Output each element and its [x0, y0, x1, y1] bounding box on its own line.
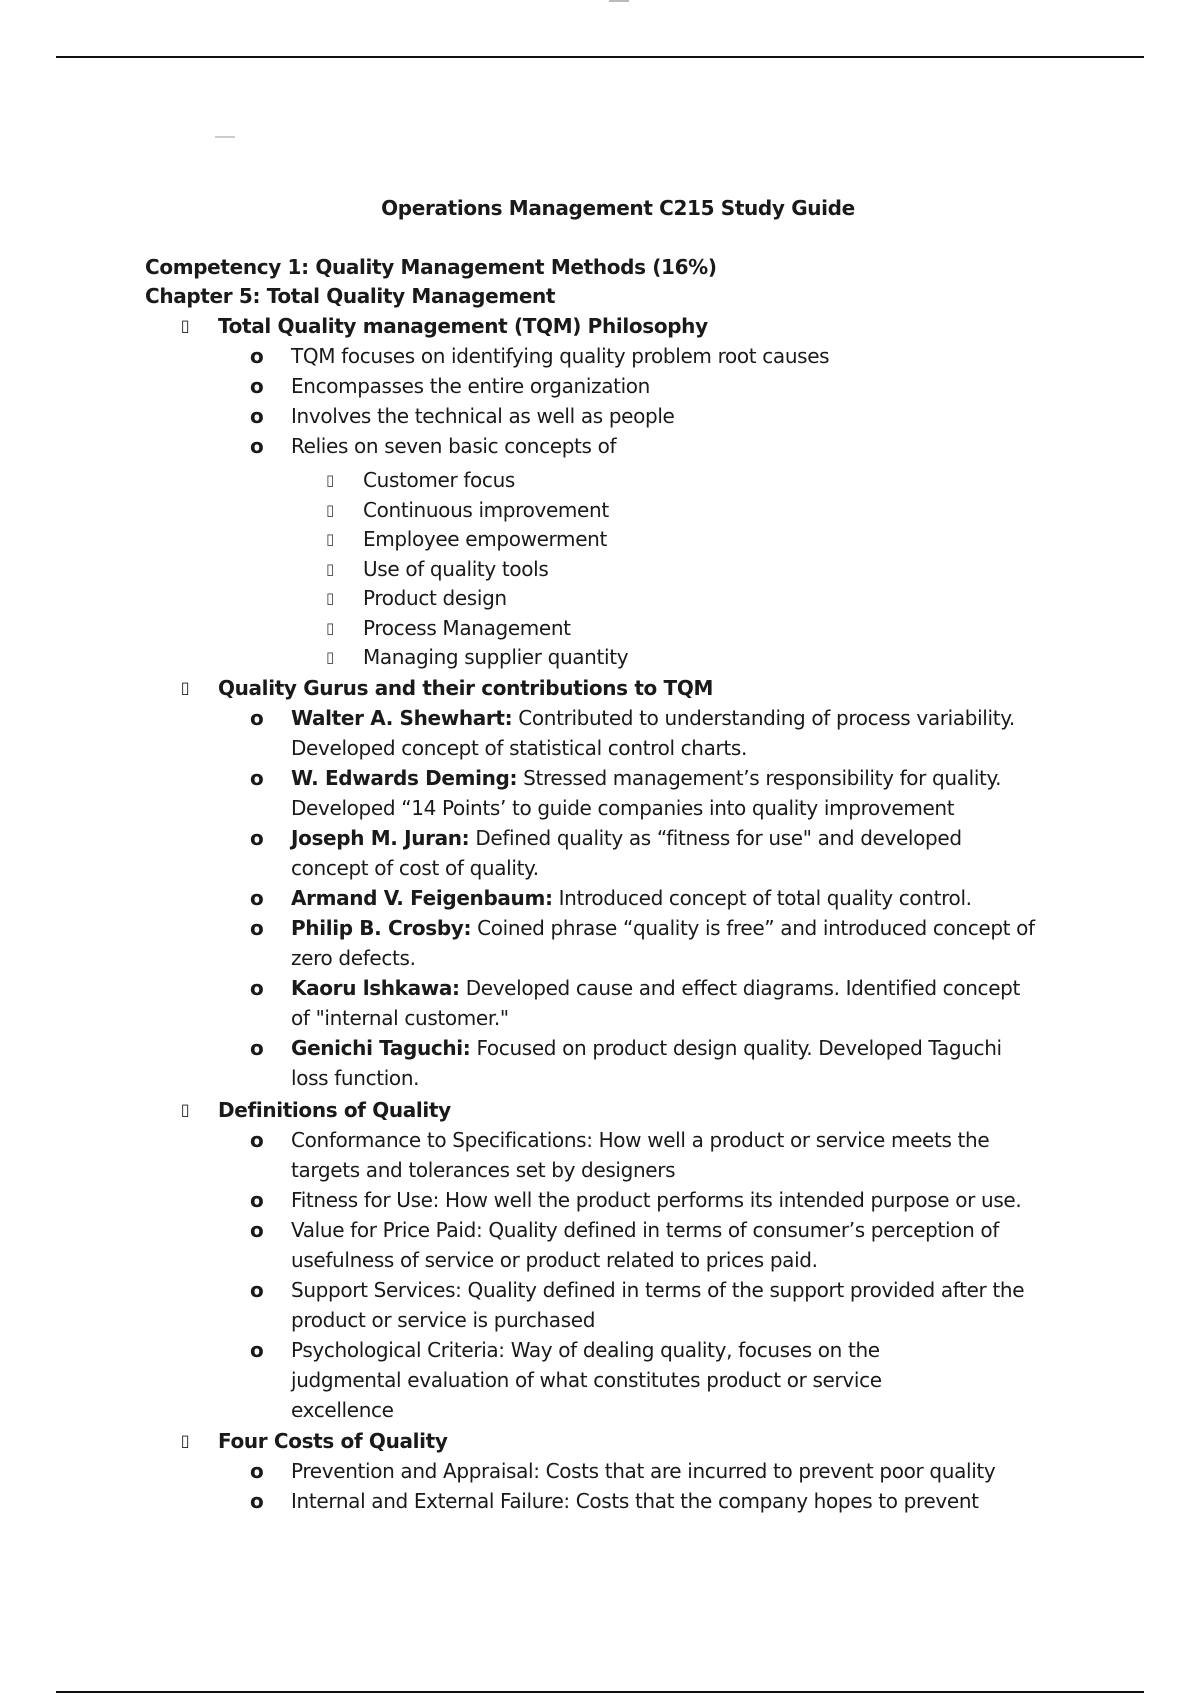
- square-bullet-icon: ▯: [326, 530, 334, 548]
- bullet-icon: o: [250, 766, 264, 790]
- bullet-icon: o: [250, 1218, 264, 1242]
- bottom-rule: [56, 1691, 1144, 1693]
- cost-item: [250, 1456, 1090, 1486]
- bullet-icon: o: [250, 886, 264, 910]
- concept-item: [322, 584, 822, 614]
- guru-item: [250, 913, 1040, 973]
- item-text: Use of quality tools: [363, 556, 549, 581]
- concept-item: [322, 496, 822, 526]
- section-heading-tqm-philosophy: [145, 311, 1065, 341]
- guru-name: Joseph M. Juran:: [291, 826, 470, 850]
- section-title: Quality Gurus and their contributions to TQM: [218, 676, 714, 700]
- item-text: Managing supplier quantity: [363, 645, 629, 669]
- bullet-icon: o: [250, 976, 264, 1000]
- guru-contribution: Developed cause and effect diagrams. Identified concept of "internal customer.": [291, 976, 1020, 1030]
- document-title: Operations Management C215 Study Guide: [381, 196, 855, 220]
- bullet-icon: o: [250, 1489, 264, 1513]
- definitions-list: [250, 1125, 1050, 1425]
- bullet-icon: ▯: [180, 678, 190, 697]
- bullet-icon: o: [250, 1459, 264, 1483]
- guru-item: [250, 703, 1040, 763]
- section-title: Definitions of Quality: [218, 1098, 451, 1122]
- guru-contribution: Defined quality as “fitness for use" and developed concept of cost of quality.: [291, 826, 962, 880]
- item-text: Fitness for Use: How well the product performs its intended purpose or use.: [291, 1188, 1022, 1212]
- definition-item: [250, 1185, 1050, 1215]
- chapter-heading: Chapter 5: Total Quality Management: [145, 284, 556, 308]
- guru-item: [250, 823, 1040, 883]
- cost-item: [250, 1486, 1090, 1516]
- item-text: Relies on seven basic concepts of: [291, 434, 617, 458]
- bullet-icon: o: [250, 374, 264, 398]
- bullet-icon: ▯: [180, 316, 190, 335]
- guru-name: W. Edwards Deming:: [291, 766, 518, 790]
- item-text: Involves the technical as well as people: [291, 404, 675, 428]
- bullet-icon: o: [250, 404, 264, 428]
- item-text: Conformance to Specifications: How well a product or service meets the targets and tolerances set by designers: [291, 1128, 990, 1182]
- guru-name: Genichi Taguchi:: [291, 1036, 471, 1060]
- item-text: Prevention and Appraisal: Costs that are incurred to prevent poor quality: [291, 1459, 996, 1483]
- guru-contribution: Coined phrase “quality is free” and introduced concept of zero defects.: [291, 916, 1035, 970]
- bullet-icon: o: [250, 344, 264, 368]
- section-heading-quality-gurus: [145, 673, 1065, 703]
- bullet-icon: o: [250, 1278, 264, 1302]
- seven-concepts-list: [322, 466, 822, 673]
- list-item: [250, 431, 1090, 461]
- guru-item: [250, 1033, 1040, 1093]
- guru-name: Armand V. Feigenbaum:: [291, 886, 553, 910]
- bullet-icon: o: [250, 1036, 264, 1060]
- guru-name: Philip B. Crosby:: [291, 916, 472, 940]
- guru-contribution: Introduced concept of total quality control.: [558, 886, 972, 910]
- item-text: Continuous improvement: [363, 497, 609, 522]
- faint-mark: [215, 136, 235, 138]
- item-text: Customer focus: [363, 468, 515, 492]
- item-text: Process Management: [363, 615, 571, 640]
- section-title: Four Costs of Quality: [218, 1429, 448, 1453]
- list-item: [250, 341, 1090, 371]
- concept-item: [322, 555, 822, 585]
- square-bullet-icon: ▯: [326, 500, 334, 519]
- section-heading-costs: [145, 1426, 1065, 1456]
- section-heading-definitions: [145, 1095, 1065, 1125]
- bullet-icon: o: [250, 916, 264, 940]
- bullet-icon: ▯: [180, 1431, 190, 1450]
- bullet-icon: o: [250, 1188, 264, 1212]
- guru-contribution: Contributed to understanding of process variability. Developed concept of statistical control charts.: [291, 706, 1015, 760]
- list-item: [250, 371, 1090, 401]
- guru-name: Kaoru lshkawa:: [291, 976, 460, 1000]
- guru-name: Walter A. Shewhart:: [291, 706, 513, 730]
- concept-item: [322, 466, 822, 496]
- concept-item: [322, 643, 822, 673]
- square-bullet-icon: ▯: [326, 648, 334, 666]
- guru-item: [250, 973, 1040, 1033]
- concept-item: [322, 614, 822, 644]
- definition-item: [250, 1125, 1050, 1185]
- item-text: Employee empowerment: [363, 527, 607, 551]
- item-text: Product design: [363, 586, 507, 610]
- competency-heading: Competency 1: Quality Management Methods (16%): [145, 255, 717, 279]
- definition-item: [250, 1215, 1050, 1275]
- header-mark: [609, 0, 629, 2]
- definition-item: [250, 1275, 1050, 1335]
- bullet-icon: o: [250, 434, 264, 458]
- bullet-icon: o: [250, 826, 264, 850]
- square-bullet-icon: ▯: [326, 559, 334, 578]
- item-text: Psychological Criteria: Way of dealing quality, focuses on the judgmental evaluation of what constitutes product or service excellence: [291, 1338, 882, 1422]
- item-text: TQM focuses on identifying quality problem root causes: [291, 344, 830, 368]
- item-text: Encompasses the entire organization: [291, 374, 651, 398]
- section-title: Total Quality management (TQM) Philosophy: [218, 314, 708, 338]
- item-text: Internal and External Failure: Costs that the company hopes to prevent: [291, 1489, 979, 1513]
- quality-gurus-list: [250, 703, 1040, 1093]
- concept-item: [322, 525, 822, 555]
- square-bullet-icon: ▯: [326, 589, 334, 607]
- guru-contribution: Stressed management’s responsibility for quality. Developed “14 Points’ to guide companies into quality improvement: [291, 766, 1002, 820]
- bullet-icon: o: [250, 1128, 264, 1152]
- square-bullet-icon: ▯: [326, 471, 334, 489]
- tqm-philosophy-list: [250, 341, 1090, 461]
- bullet-icon: ▯: [180, 1100, 190, 1119]
- guru-item: [250, 883, 1040, 913]
- item-text: Support Services: Quality defined in terms of the support provided after the product or service is purchased: [291, 1278, 1025, 1332]
- guru-item: [250, 763, 1040, 823]
- guru-contribution: Focused on product design quality. Developed Taguchi loss function.: [291, 1036, 1002, 1090]
- item-text: Value for Price Paid: Quality defined in terms of consumer’s perception of usefulness of service or product related to prices paid.: [291, 1218, 999, 1272]
- square-bullet-icon: ▯: [326, 618, 334, 637]
- bullet-icon: o: [250, 706, 264, 730]
- costs-list: [250, 1456, 1090, 1516]
- list-item: [250, 401, 1090, 431]
- bullet-icon: o: [250, 1338, 264, 1362]
- top-rule: [56, 56, 1144, 58]
- definition-item: [250, 1335, 911, 1425]
